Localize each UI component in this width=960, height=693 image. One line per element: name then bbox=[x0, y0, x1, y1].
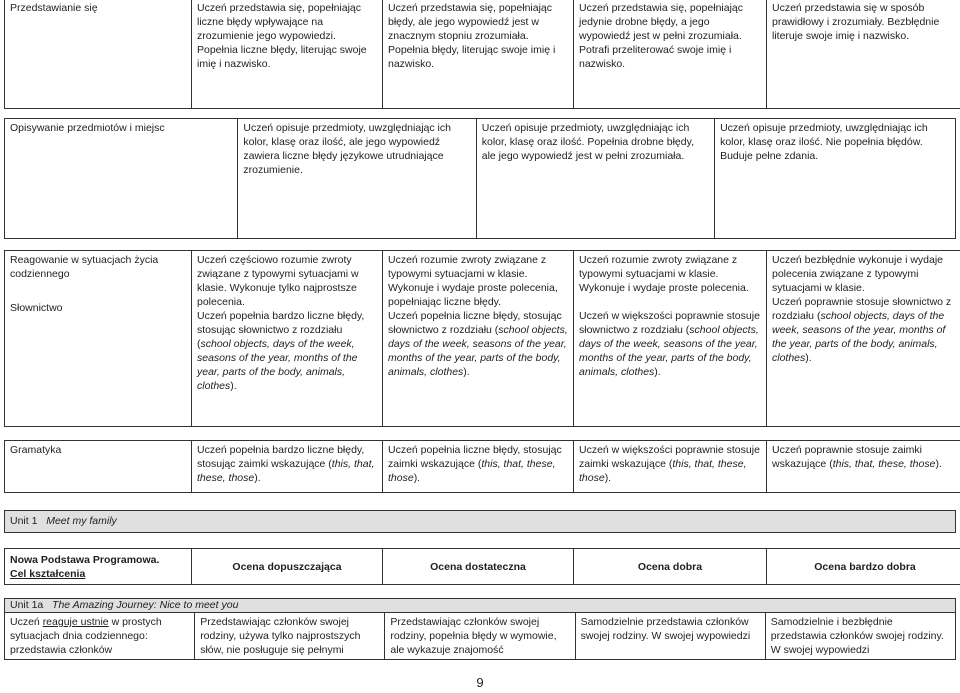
table-row bbox=[5, 511, 956, 533]
goal-cell: Gramatyka bbox=[5, 441, 192, 493]
pronoun-list: this, that, these, those bbox=[197, 458, 375, 484]
grade-5-cell: Uczeń przedstawia się w sposób prawidłowy i zrozumiały. Bezbłędnie literuje swoje imię i nazwisko. bbox=[767, 0, 960, 109]
criteria-table-intro bbox=[4, 0, 960, 109]
vocab-text bbox=[772, 295, 958, 365]
grade-4-cell bbox=[574, 441, 767, 493]
page-number: 9 bbox=[476, 675, 484, 690]
goal-vocabulary: Słownictwo bbox=[10, 302, 63, 314]
pronoun-list: this, that, these, those bbox=[832, 458, 936, 470]
criteria-table-describe bbox=[4, 118, 956, 239]
grade-4-cell: Uczeń przedstawia się, popełniając jedynie drobne błędy, a jego wypowiedź jest w pełni zrozumiała. Potrafi przeliterować swoje imię i nazwisko. bbox=[574, 0, 767, 109]
criteria-table-react bbox=[4, 250, 960, 427]
grade-4-5-cell: Uczeń opisuje przedmioty, uwzględniając ich kolor, klasę oraz ilość. Nie popełnia błędów. Buduje pełne zdania. bbox=[715, 119, 956, 239]
text-span: Uczeń bbox=[10, 616, 43, 628]
criteria-table-grammar bbox=[4, 440, 960, 493]
grade-2-cell: Uczeń przedstawia się, popełniając liczne błędy wpływające na zrozumienie jego wypowiedzi. Popełnia liczne błędy, literując swoje imię i nazwisko. bbox=[192, 0, 383, 109]
text-span: Uczeń popełnia bardzo liczne błędy, stosując zaimki wskazujące ( bbox=[197, 444, 365, 470]
grade-2-cell: Uczeń opisuje przedmioty, uwzględniając ich kolor, klasę oraz ilość, ale jego wypowiedź zawiera liczne błędy językowe utrudniające zrozumienie. bbox=[238, 119, 476, 239]
header-grade-3: Ocena dostateczna bbox=[383, 549, 574, 585]
vocab-text bbox=[388, 309, 568, 379]
vocab-topics: school objects, days of the week, seasons of the year, months of the year, parts of the body, animals, clothes bbox=[197, 338, 358, 392]
text-span: Uczeń poprawnie stosuje zaimki wskazujące ( bbox=[772, 444, 922, 470]
text-span: ). bbox=[413, 472, 421, 484]
unit-title-cell bbox=[5, 599, 956, 613]
unit-title: Meet my family bbox=[46, 515, 117, 527]
grade-3-cell bbox=[383, 441, 574, 493]
goal-cell bbox=[5, 613, 195, 660]
text-span: Uczeń popełnia liczne błędy, stosując słownictwo z rozdziału ( bbox=[388, 310, 562, 336]
grade-5-cell: Samodzielnie i bezbłędnie przedstawia członków swojej rodziny. W swojej wypowiedzi bbox=[765, 613, 955, 660]
header-goal bbox=[5, 549, 192, 585]
text-span: Uczeń w większości poprawnie stosuje słownictwo z rozdziału ( bbox=[579, 310, 760, 336]
react-text: Uczeń bezbłędnie wykonuje i wydaje polecenia związane z typowymi sytuacjami w klasie. bbox=[772, 254, 944, 294]
unit-label: Unit 1a bbox=[10, 599, 44, 611]
text-span: ). bbox=[254, 472, 261, 484]
vocab-topics: school objects, days of the week, seasons of the year, months of the year, parts of the body, animals, clothes bbox=[388, 324, 568, 378]
table-row bbox=[5, 0, 960, 109]
goal-cell: Opisywanie przedmiotów i miejsc bbox=[5, 119, 238, 239]
pronoun-list: this, that, these, those bbox=[579, 458, 747, 484]
vocab-text bbox=[579, 309, 761, 379]
react-text: Uczeń rozumie zwroty związane z typowymi sytuacjami w klasie. Wykonuje i wydaje proste polecenia, popełniając liczne błędy. bbox=[388, 254, 558, 308]
table-row bbox=[5, 251, 960, 427]
react-text: Uczeń rozumie zwroty związane z typowymi sytuacjami w klasie. Wykonuje i wydaje proste polecenia. bbox=[579, 254, 749, 294]
text-span: Uczeń popełnia bardzo liczne błędy, stosując słownictwo z rozdziału ( bbox=[197, 310, 365, 350]
table-row bbox=[5, 613, 956, 660]
grade-2-cell bbox=[192, 251, 383, 427]
vocab-topics: school objects, days of the week, seasons of the year, months of the year, parts of the body, animals, clothes bbox=[772, 310, 946, 364]
text-span: ). bbox=[230, 380, 237, 392]
text-span: ). bbox=[805, 352, 812, 364]
text-span: ). bbox=[935, 458, 942, 470]
goal-keyword: reaguje ustnie bbox=[42, 616, 109, 628]
grade-5-cell bbox=[767, 251, 960, 427]
header-grade-4: Ocena dobra bbox=[574, 549, 767, 585]
table-row bbox=[5, 441, 960, 493]
vocab-topics: school objects, days of the week, seasons of the year, months of the year, parts of the body, animals, clothes bbox=[579, 324, 759, 378]
grade-4-cell: Samodzielnie przedstawia członków swojej rodziny. W swojej wypowiedzi bbox=[575, 613, 765, 660]
header-row bbox=[5, 549, 960, 585]
text-span: w prostych sytuacjach dnia codziennego: przedstawia członków bbox=[10, 616, 162, 656]
grade-3-cell: Przedstawiając członków swojej rodziny, popełnia błędy w wymowie, ale wykazuje znajomość bbox=[385, 613, 575, 660]
grade-2-cell bbox=[192, 441, 383, 493]
react-text: Uczeń częściowo rozumie zwroty związane z typowymi sytuacjami w klasie. Wykonuje tylko najprostsze polecenia. bbox=[197, 254, 359, 308]
text-span: Uczeń popełnia liczne błędy, stosując zaimki wskazujące ( bbox=[388, 444, 562, 470]
header-curriculum: Nowa Podstawa Programowa. bbox=[10, 553, 160, 566]
unit-1-bar bbox=[4, 510, 956, 533]
table-row bbox=[5, 119, 956, 239]
text-span: Uczeń poprawnie stosuje słownictwo z rozdziału ( bbox=[772, 296, 952, 322]
unit-1a-table bbox=[4, 598, 956, 660]
unit-title: The Amazing Journey: Nice to meet you bbox=[52, 599, 239, 611]
vocab-text bbox=[197, 309, 377, 393]
goal-cell: Przedstawianie się bbox=[5, 0, 192, 109]
header-goal-label: Cel kształcenia bbox=[10, 567, 86, 580]
unit-1a-bar bbox=[5, 599, 956, 613]
grade-2-cell: Przedstawiając członków swojej rodziny, używa tylko najprostszych słów, nie posługuje się pełnymi bbox=[195, 613, 385, 660]
unit-label: Unit 1 bbox=[10, 515, 38, 527]
text-span: Uczeń w większości poprawnie stosuje zaimki wskazujące ( bbox=[579, 444, 760, 470]
unit-title-cell bbox=[5, 511, 956, 533]
goal-cell bbox=[5, 251, 192, 427]
text-span: ). bbox=[604, 472, 612, 484]
header-grade-2: Ocena dopuszczająca bbox=[192, 549, 383, 585]
grade-3-cell: Uczeń opisuje przedmioty, uwzględniając ich kolor, klasę oraz ilość. Popełnia drobne błędy, ale jego wypowiedź jest w pełni zrozumiała. bbox=[476, 119, 714, 239]
goal-react: Reagowanie w sytuacjach życia codziennego bbox=[10, 254, 159, 280]
text-span: ). bbox=[654, 366, 661, 378]
header-grade-5: Ocena bardzo dobra bbox=[767, 549, 960, 585]
grade-4-cell bbox=[574, 251, 767, 427]
grade-5-cell bbox=[767, 441, 960, 493]
grade-3-cell: Uczeń przedstawia się, popełniając błędy, ale jego wypowiedź jest w znacznym stopniu zrozumiała. Popełnia błędy, literując swoje imię i nazwisko. bbox=[383, 0, 574, 109]
pronoun-list: this, that, these, those bbox=[388, 458, 556, 484]
text-span: ). bbox=[463, 366, 470, 378]
grades-header bbox=[4, 548, 960, 585]
grade-3-cell bbox=[383, 251, 574, 427]
